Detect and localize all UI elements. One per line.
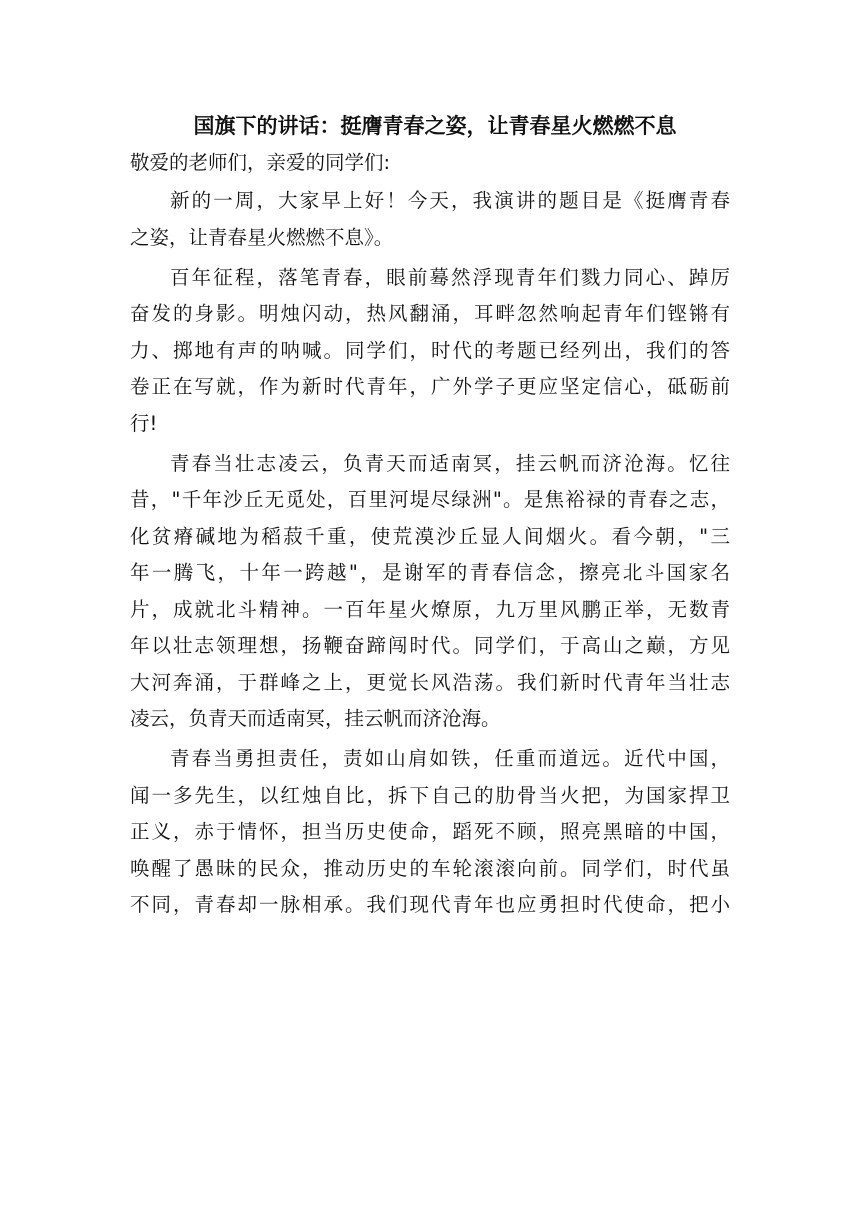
- paragraph-line: 化贫瘠碱地为稻菽千重，使荒漠沙丘显人间烟火。看今朝，"三: [130, 524, 730, 548]
- paragraph-line: 卷正在写就，作为新时代青年，广外学子更应坚定信心，砥砺前: [130, 375, 730, 398]
- paragraph-line: 年以壮志领理想，扬鞭奋蹄闯时代。同学们，于高山之巅，方见: [130, 634, 730, 657]
- speech-title: 国旗下的讲话：挺膺青春之姿，让青春星火燃燃不息: [193, 114, 677, 138]
- paragraph-line: 大河奔涌，于群峰之上，更觉长风浩荡。我们新时代青年当壮志: [130, 670, 730, 694]
- paragraph-line: 力、掷地有声的呐喊。同学们，时代的考题已经列出，我们的答: [130, 338, 730, 362]
- paragraph-line: 不同，青春却一脉相承。我们现代青年也应勇担时代使命，把小: [130, 893, 730, 916]
- paragraph-line: 新的一周，大家早上好！今天，我演讲的题目是《挺膺青春: [170, 189, 730, 212]
- paragraph-line: 唤醒了愚昧的民众，推动历史的车轮滚滚向前。同学们，时代虽: [130, 856, 730, 880]
- paragraph-line: 昔，"千年沙丘无觅处，百里河堤尽绿洲"。是焦裕禄的青春之志，: [130, 488, 730, 511]
- paragraph-opening: [130, 183, 730, 256]
- paragraph-responsibility: [130, 741, 730, 924]
- document-body: [130, 108, 730, 927]
- paragraph-ambition: [130, 446, 730, 738]
- paragraph-line: 奋发的身影。明烛闪动，热风翻涌，耳畔忽然响起青年们铿锵有: [130, 302, 730, 325]
- paragraph-line: 之姿，让青春星火燃燃不息》。: [130, 225, 394, 249]
- paragraph-line: 百年征程，落笔青春，眼前蓦然浮现青年们戮力同心、踔厉: [170, 265, 730, 289]
- paragraph-line: 行!: [130, 411, 158, 435]
- paragraph-line: 年一腾飞，十年一跨越"，是谢军的青春信念，擦亮北斗国家名: [130, 561, 730, 584]
- paragraph-line: 青春当壮志凌云，负青天而适南冥，挂云帆而济沧海。忆往: [170, 451, 730, 475]
- paragraph-line: 青春当勇担责任，责如山肩如铁，任重而道远。近代中国，: [170, 747, 730, 770]
- paragraph-line: 片，成就北斗精神。一百年星火燎原，九万里风鹏正举，无数青: [130, 597, 730, 621]
- paragraph-centenary: [130, 260, 730, 443]
- speech-greeting: 敬爱的老师们，亲爱的同学们:: [130, 151, 391, 174]
- paragraph-line: 正义，赤于情怀，担当历史使命，蹈死不顾，照亮黑暗的中国，: [130, 820, 730, 843]
- paragraph-line: 闻一多先生，以红烛自比，拆下自己的肋骨当火把，为国家捍卫: [130, 783, 730, 807]
- paragraph-line: 凌云，负青天而适南冥，挂云帆而济沧海。: [130, 707, 501, 730]
